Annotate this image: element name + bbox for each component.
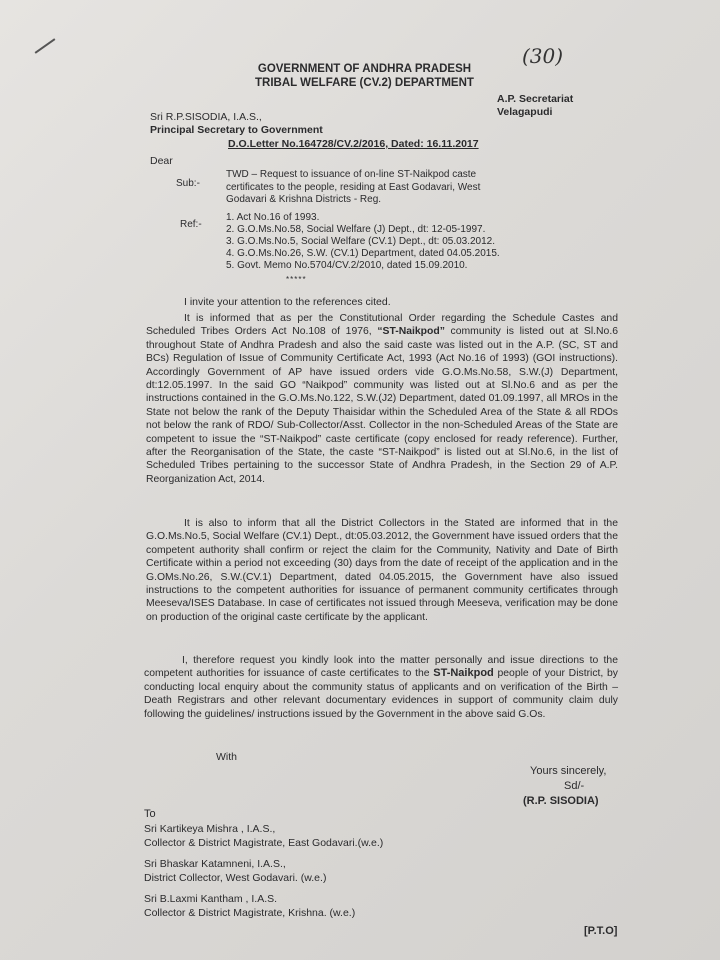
reference-item: 2. G.O.Ms.No.58, Social Welfare (J) Dept., dt: 12-05-1997. <box>226 224 486 235</box>
sender-name: Sri R.P.SISODIA, I.A.S., <box>150 111 262 123</box>
office-line-2: Velagapudi <box>497 106 553 118</box>
heading-line-2: TRIBAL WELFARE (CV.2) DEPARTMENT <box>255 77 474 89</box>
office-address <box>497 93 573 119</box>
paragraph-3 <box>144 654 618 721</box>
recipient-3 <box>144 892 355 920</box>
para3-bold-term: ST-Naikpod <box>433 667 494 680</box>
to-label: To <box>144 808 156 820</box>
intro-paragraph: I invite your attention to the references cited. <box>184 296 391 308</box>
recipient-2 <box>144 857 326 885</box>
sender-block <box>150 111 323 137</box>
department-heading <box>255 62 474 90</box>
reference-item: 5. Govt. Memo No.5704/CV.2/2010, dated 15.09.2010. <box>226 260 468 271</box>
office-line-1: A.P. Secretariat <box>497 93 574 105</box>
subject-line-2: certificates to the people, residing at East Godavari, West <box>226 181 481 193</box>
para3-text-b: people of your District, by conducting local enquiry about the community status of applicants and on verification of the Birth – Death Registrars and other relevant documentary evidences in support of community claim duly following the guidelines/ instructions issued by the Government in the above said G.Os. <box>144 668 619 720</box>
recipient-post: Collector & District Magistrate, Krishna. (w.e.) <box>144 907 356 919</box>
reference-label: Ref:- <box>180 219 202 230</box>
closing-with: With <box>216 751 237 763</box>
reference-end-mark: ***** <box>286 275 307 284</box>
please-turn-over: [P.T.O] <box>584 925 618 937</box>
reference-item: 1. Act No.16 of 1993. <box>226 212 320 223</box>
signed-mark: Sd/- <box>564 780 585 792</box>
para1-text-a: It is informed that as per the Constitutional Order regarding the Schedule Castes and Scheduled Tribes Orders Act No.108 of 1976, <box>146 313 618 338</box>
salutation: Dear <box>150 155 173 167</box>
subject-line-3: Godavari & Krishna Districts - Reg. <box>226 194 382 205</box>
subject-label: Sub:- <box>176 178 200 189</box>
sender-designation: Principal Secretary to Government <box>150 124 323 136</box>
recipient-post: Collector & District Magistrate, East Godavari.(w.e.) <box>144 837 384 849</box>
letter-reference: D.O.Letter No.164728/CV.2/2016, Dated: 16.11.2017 <box>228 138 479 150</box>
handwritten-number: (30) <box>522 44 564 68</box>
reference-list <box>226 212 500 272</box>
recipient-name: Sri Kartikeya Mishra , I.A.S., <box>144 823 276 835</box>
signatory-name: (R.P. SISODIA) <box>523 795 599 807</box>
subject-text <box>226 169 532 207</box>
reference-item: 4. G.O.Ms.No.26, S.W. (CV.1) Department, dated 04.05.2015. <box>226 248 500 259</box>
heading-line-1: GOVERNMENT OF ANDHRA PRADESH <box>257 63 472 75</box>
yours-sincerely: Yours sincerely, <box>530 765 607 777</box>
para1-text-b: community is listed out at Sl.No.6 throughout State of Andhra Pradesh and also the said caste was listed out in the A.P. (SC, ST and BCs) Regulation of Issue of Community Certificate Act, 1993 (Act No.16 of 1993) (GOI instructions). Accordingly Government of AP have issued orders vide G.O.Ms.No.58, S.W.(J) Department, dt:12.05.1997. In the said GO “Naikpod” community was listed out at Sl.No.6 and as per the instructions contained in the G.O.Ms.No.122, S.W.(J2) Department, dated 01.09.1997, all MROs in the State not below the rank of the Deputy Thaisidar within the Scheduled Area of the State & all RDOs not below the rank of RDO/ Sub-Collector/Asst. Collector in the non-Scheduled Areas of the State are competent to issue the “ST-Naikpod” caste certificate (copy enclosed for ready reference). Further, after the Reorganisation of the State, the caste “ST-Naikpod” is listed out at Sl.No.6, in the list of Scheduled Tribes pertaining to the successor State of Andhra Pradesh, in the Section 29 of A.P. Reorganization Act, 2014. <box>146 326 618 485</box>
subject-line-1: TWD – Request to issuance of on-line ST-Naikpod caste <box>226 169 477 180</box>
para1-bold-term: “ST-Naikpod” <box>377 326 445 338</box>
reference-item: 3. G.O.Ms.No.5, Social Welfare (CV.1) Dept., dt: 05.03.2012. <box>226 236 496 247</box>
para2-text: It is also to inform that all the District Collectors in the Stated are informed that in the G.O.Ms.No.5, Social Welfare (CV.1) Dept., dt:05.03.2012, the Government have issued orders that the competent authority shall confirm or reject the claim for the Community, Nativity and Date of Birth Certificate within a period not exceeding (30) days from the date of receipt of the application and in the G.OMs.No.26, S.W.(CV.1) Department, dated 04.05.2015, the Government have also issued instructions to the competent authorities for issuance of permanent community certificates through Meeseva/ISES Database. In case of certificates not issued through Meeseva, verification may be done on production of the original caste certificate by the applicant. <box>146 518 618 623</box>
recipient-post: District Collector, West Godavari. (w.e.) <box>144 872 327 884</box>
recipient-1 <box>144 822 383 850</box>
para3-text-a: I, therefore request you kindly look into the matter personally and issue directions to the competent authorities for issuance of caste certificates to the <box>144 655 618 680</box>
recipient-name: Sri Bhaskar Katamneni, I.A.S., <box>144 858 286 870</box>
recipient-name: Sri B.Laxmi Kantham , I.A.S. <box>144 893 278 905</box>
paragraph-2 <box>146 517 618 624</box>
paragraph-1 <box>146 312 618 486</box>
pen-mark <box>35 38 56 53</box>
